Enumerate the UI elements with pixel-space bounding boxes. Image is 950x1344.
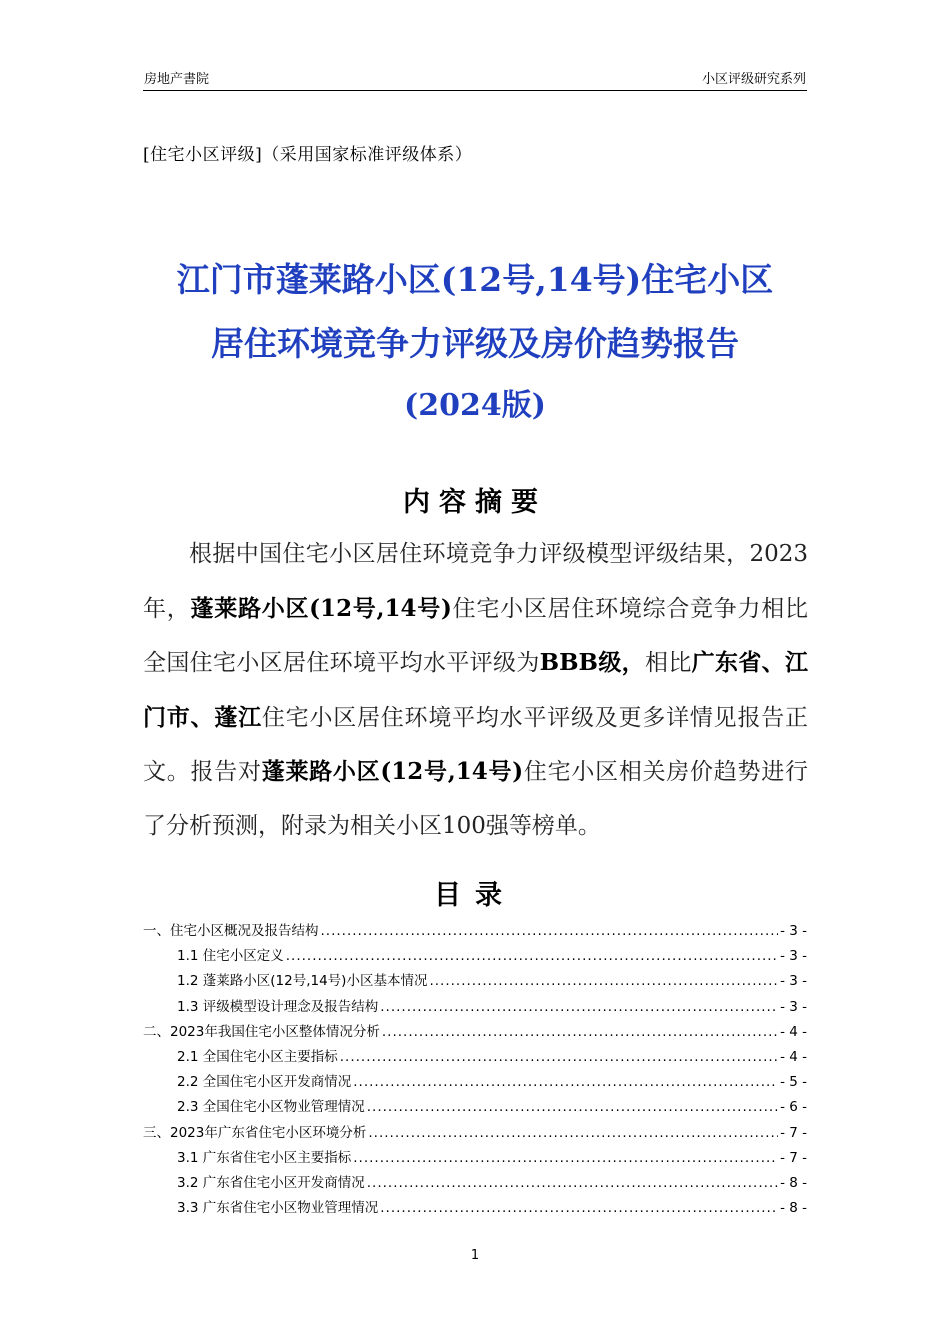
toc-entry[interactable] bbox=[143, 1095, 807, 1120]
toc-entry[interactable] bbox=[143, 944, 807, 969]
toc-entry[interactable] bbox=[143, 1070, 807, 1095]
toc-heading: 目录 bbox=[434, 880, 516, 911]
toc-entry-label: 3.2 广东省住宅小区开发商情况 bbox=[177, 1174, 365, 1191]
report-title-line1: 江门市蓬莱路小区(12号,14号)住宅小区 bbox=[176, 260, 774, 299]
toc-leader bbox=[380, 1200, 778, 1216]
abstract-heading: 内容摘要 bbox=[403, 487, 547, 518]
toc-entry-label: 2.3 全国住宅小区物业管理情况 bbox=[177, 1099, 365, 1116]
toc-leader bbox=[340, 1049, 778, 1065]
toc-entry-label: 一、住宅小区概况及报告结构 bbox=[143, 923, 319, 939]
toc-leader bbox=[380, 999, 778, 1015]
toc-entry-label: 二、2023年我国住宅小区整体情况分析 bbox=[143, 1023, 380, 1040]
abstract-paragraph bbox=[143, 528, 808, 853]
toc-entry-label: 3.1 广东省住宅小区主要指标 bbox=[177, 1149, 352, 1166]
abstract-text-1: 根据中国住宅小区居住环境竞争力评级模型评级结果，2023年， bbox=[143, 541, 808, 622]
toc-entry[interactable] bbox=[143, 1196, 807, 1221]
toc-entry-page: - 3 - bbox=[780, 973, 807, 990]
toc-entry-label: 2.2 全国住宅小区开发商情况 bbox=[177, 1074, 352, 1091]
toc-leader bbox=[429, 973, 778, 989]
toc-leader bbox=[353, 1150, 778, 1166]
abstract-text-4: 住宅小区居住环境平均水平评级及更多详情见报告正文。报告对 bbox=[143, 704, 809, 785]
toc-leader bbox=[367, 1175, 778, 1191]
toc-entry-page: - 7 - bbox=[780, 1124, 807, 1141]
toc-leader bbox=[368, 1125, 778, 1141]
header-series: 小区评级研究系列 bbox=[701, 72, 806, 87]
header-publisher: 房地产書院 bbox=[144, 72, 210, 87]
toc-entry[interactable] bbox=[143, 1020, 807, 1045]
toc-entry-label: 1.3 评级模型设计理念及报告结构 bbox=[177, 998, 379, 1015]
toc-entry[interactable] bbox=[143, 1045, 807, 1070]
toc-entry-page: - 3 - bbox=[780, 923, 807, 939]
toc-entry[interactable] bbox=[143, 1121, 807, 1146]
toc-entry-page: - 4 - bbox=[780, 1023, 807, 1040]
toc-entry-page: - 3 - bbox=[780, 998, 807, 1015]
abstract-bold-regions: 广东省、江门市、蓬江 bbox=[143, 649, 809, 731]
toc-entry-label: 3.3 广东省住宅小区物业管理情况 bbox=[177, 1200, 379, 1217]
toc-entry-label: 1.1 住宅小区定义 bbox=[177, 948, 284, 965]
toc-leader bbox=[382, 1024, 778, 1040]
toc-entry-page: - 8 - bbox=[780, 1200, 807, 1217]
category-line: [住宅小区评级]（采用国家标准评级体系） bbox=[143, 145, 473, 165]
toc-entry-label: 2.1 全国住宅小区主要指标 bbox=[177, 1048, 338, 1065]
toc-entry-page: - 5 - bbox=[780, 1074, 807, 1091]
abstract-body bbox=[143, 528, 808, 853]
toc-entry-page: - 7 - bbox=[780, 1149, 807, 1166]
abstract-bold-community-1: 蓬莱路小区(12号,14号) bbox=[190, 594, 452, 622]
report-title-edition: (2024版) bbox=[404, 388, 546, 423]
table-of-contents bbox=[143, 919, 807, 1221]
toc-entry-page: - 6 - bbox=[780, 1099, 807, 1116]
toc-entry-label: 1.2 蓬莱路小区(12号,14号)小区基本情况 bbox=[177, 973, 428, 990]
toc-entry[interactable] bbox=[143, 995, 807, 1020]
toc-leader bbox=[286, 948, 778, 964]
toc-entry[interactable] bbox=[143, 1171, 807, 1196]
toc-entry[interactable] bbox=[143, 919, 807, 944]
toc-entry-page: - 3 - bbox=[780, 948, 807, 965]
abstract-text-2: 住宅小区居住环境综合竞争力相比全国住宅小区居住环境平均水平评级为 bbox=[143, 595, 809, 676]
abstract-text-5: 住宅小区相关房价趋势进行了分析预测，附录为相关小区100强等榜单。 bbox=[143, 759, 809, 839]
toc-leader bbox=[321, 923, 779, 939]
toc-leader bbox=[367, 1099, 778, 1115]
toc-entry[interactable] bbox=[143, 969, 807, 994]
toc-entry-page: - 8 - bbox=[780, 1174, 807, 1191]
abstract-bold-community-2: 蓬莱路小区(12号,14号) bbox=[261, 758, 524, 785]
toc-entry[interactable] bbox=[143, 1146, 807, 1171]
report-title-line2: 居住环境竞争力评级及房价趋势报告 bbox=[211, 324, 739, 363]
page-number: 1 bbox=[470, 1248, 480, 1263]
toc-leader bbox=[353, 1074, 778, 1090]
toc-entry-page: - 4 - bbox=[780, 1048, 807, 1065]
page-header bbox=[143, 66, 807, 91]
abstract-bold-rating: BBB级， bbox=[539, 649, 645, 676]
toc-entry-label: 三、2023年广东省住宅小区环境分析 bbox=[143, 1124, 367, 1141]
abstract-text-3: 相比 bbox=[645, 650, 692, 676]
